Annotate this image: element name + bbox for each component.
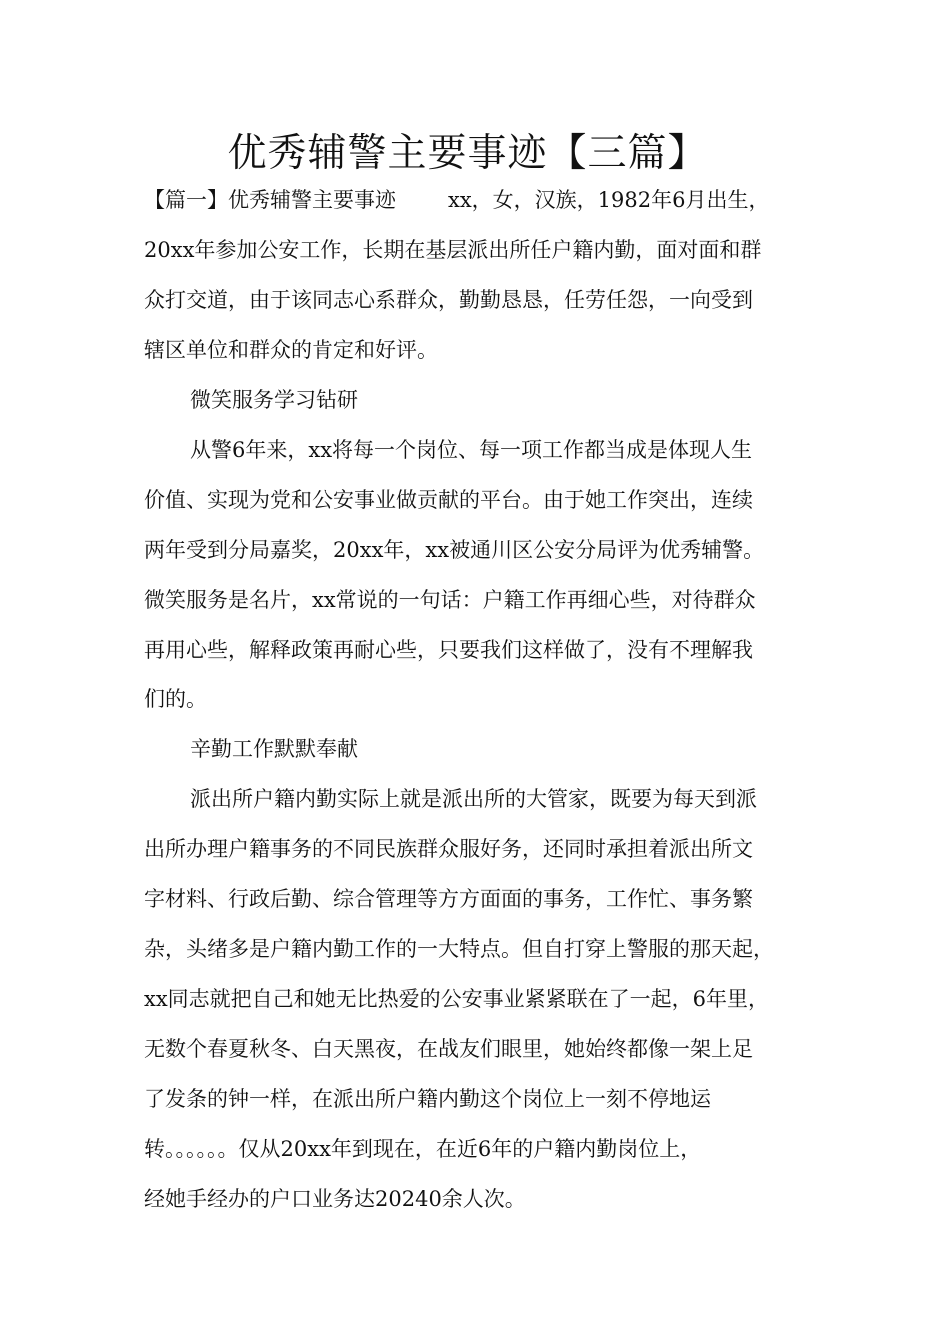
text-line-3: 众打交道，由于该同志心系群众，勤勤恳恳，任劳任怨，一向受到 <box>144 288 753 312</box>
text-line-9: 微笑服务是名片，xx常说的一句话：户籍工作再细心些，对待群众 <box>144 588 756 612</box>
section-heading-2: 辛勤工作默默奉献 <box>190 737 358 761</box>
text-line-20: 转。。。。。。仅从20xx年到现在，在近6年的户籍内勤岗位上， <box>144 1137 702 1161</box>
text-line-4: 辖区单位和群众的肯定和好评。 <box>144 338 438 362</box>
text-line-14: 出所办理户籍事务的不同民族群众服好务，还同时承担着派出所文 <box>144 837 753 861</box>
text-line-19: 了发条的钟一样，在派出所户籍内勤这个岗位上一刻不停地运 <box>144 1087 711 1111</box>
text-line-13: 派出所户籍内勤实际上就是派出所的大管家，既要为每天到派 <box>190 787 757 811</box>
text-line-8: 两年受到分局嘉奖，20xx年，xx被通川区公安分局评为优秀辅警。 <box>144 538 765 562</box>
line-1-part-2: xx，女，汉族，1982年6月出生， <box>448 188 770 212</box>
text-line-15: 字材料、行政后勤、综合管理等方方面面的事务，工作忙、事务繁 <box>144 887 753 911</box>
text-line-2: 20xx年参加公安工作，长期在基层派出所任户籍内勤，面对面和群 <box>144 238 762 262</box>
text-line-16: 杂，头绪多是户籍内勤工作的一大特点。但自打穿上警服的那天起， <box>144 937 774 961</box>
line-1-part-1: 【篇一】优秀辅警主要事迹 <box>144 188 396 212</box>
text-line-10: 再用心些，解释政策再耐心些，只要我们这样做了，没有不理解我 <box>144 638 753 662</box>
text-line-17: xx同志就把自己和她无比热爱的公安事业紧紧联在了一起，6年里， <box>144 987 770 1011</box>
text-line-21: 经她手经办的户口业务达20240余人次。 <box>144 1187 526 1211</box>
text-line-11: 们的。 <box>144 687 207 711</box>
text-line-7: 价值、实现为党和公安事业做贡献的平台。由于她工作突出，连续 <box>144 488 753 512</box>
text-line-6: 从警6年来，xx将每一个岗位、每一项工作都当成是体现人生 <box>190 438 753 462</box>
document-title: 优秀辅警主要事迹【三篇】 <box>227 131 708 176</box>
text-line-18: 无数个春夏秋冬、白天黑夜，在战友们眼里，她始终都像一架上足 <box>144 1037 753 1061</box>
text-line-1 <box>144 185 834 215</box>
section-heading-1: 微笑服务学习钻研 <box>190 388 358 412</box>
